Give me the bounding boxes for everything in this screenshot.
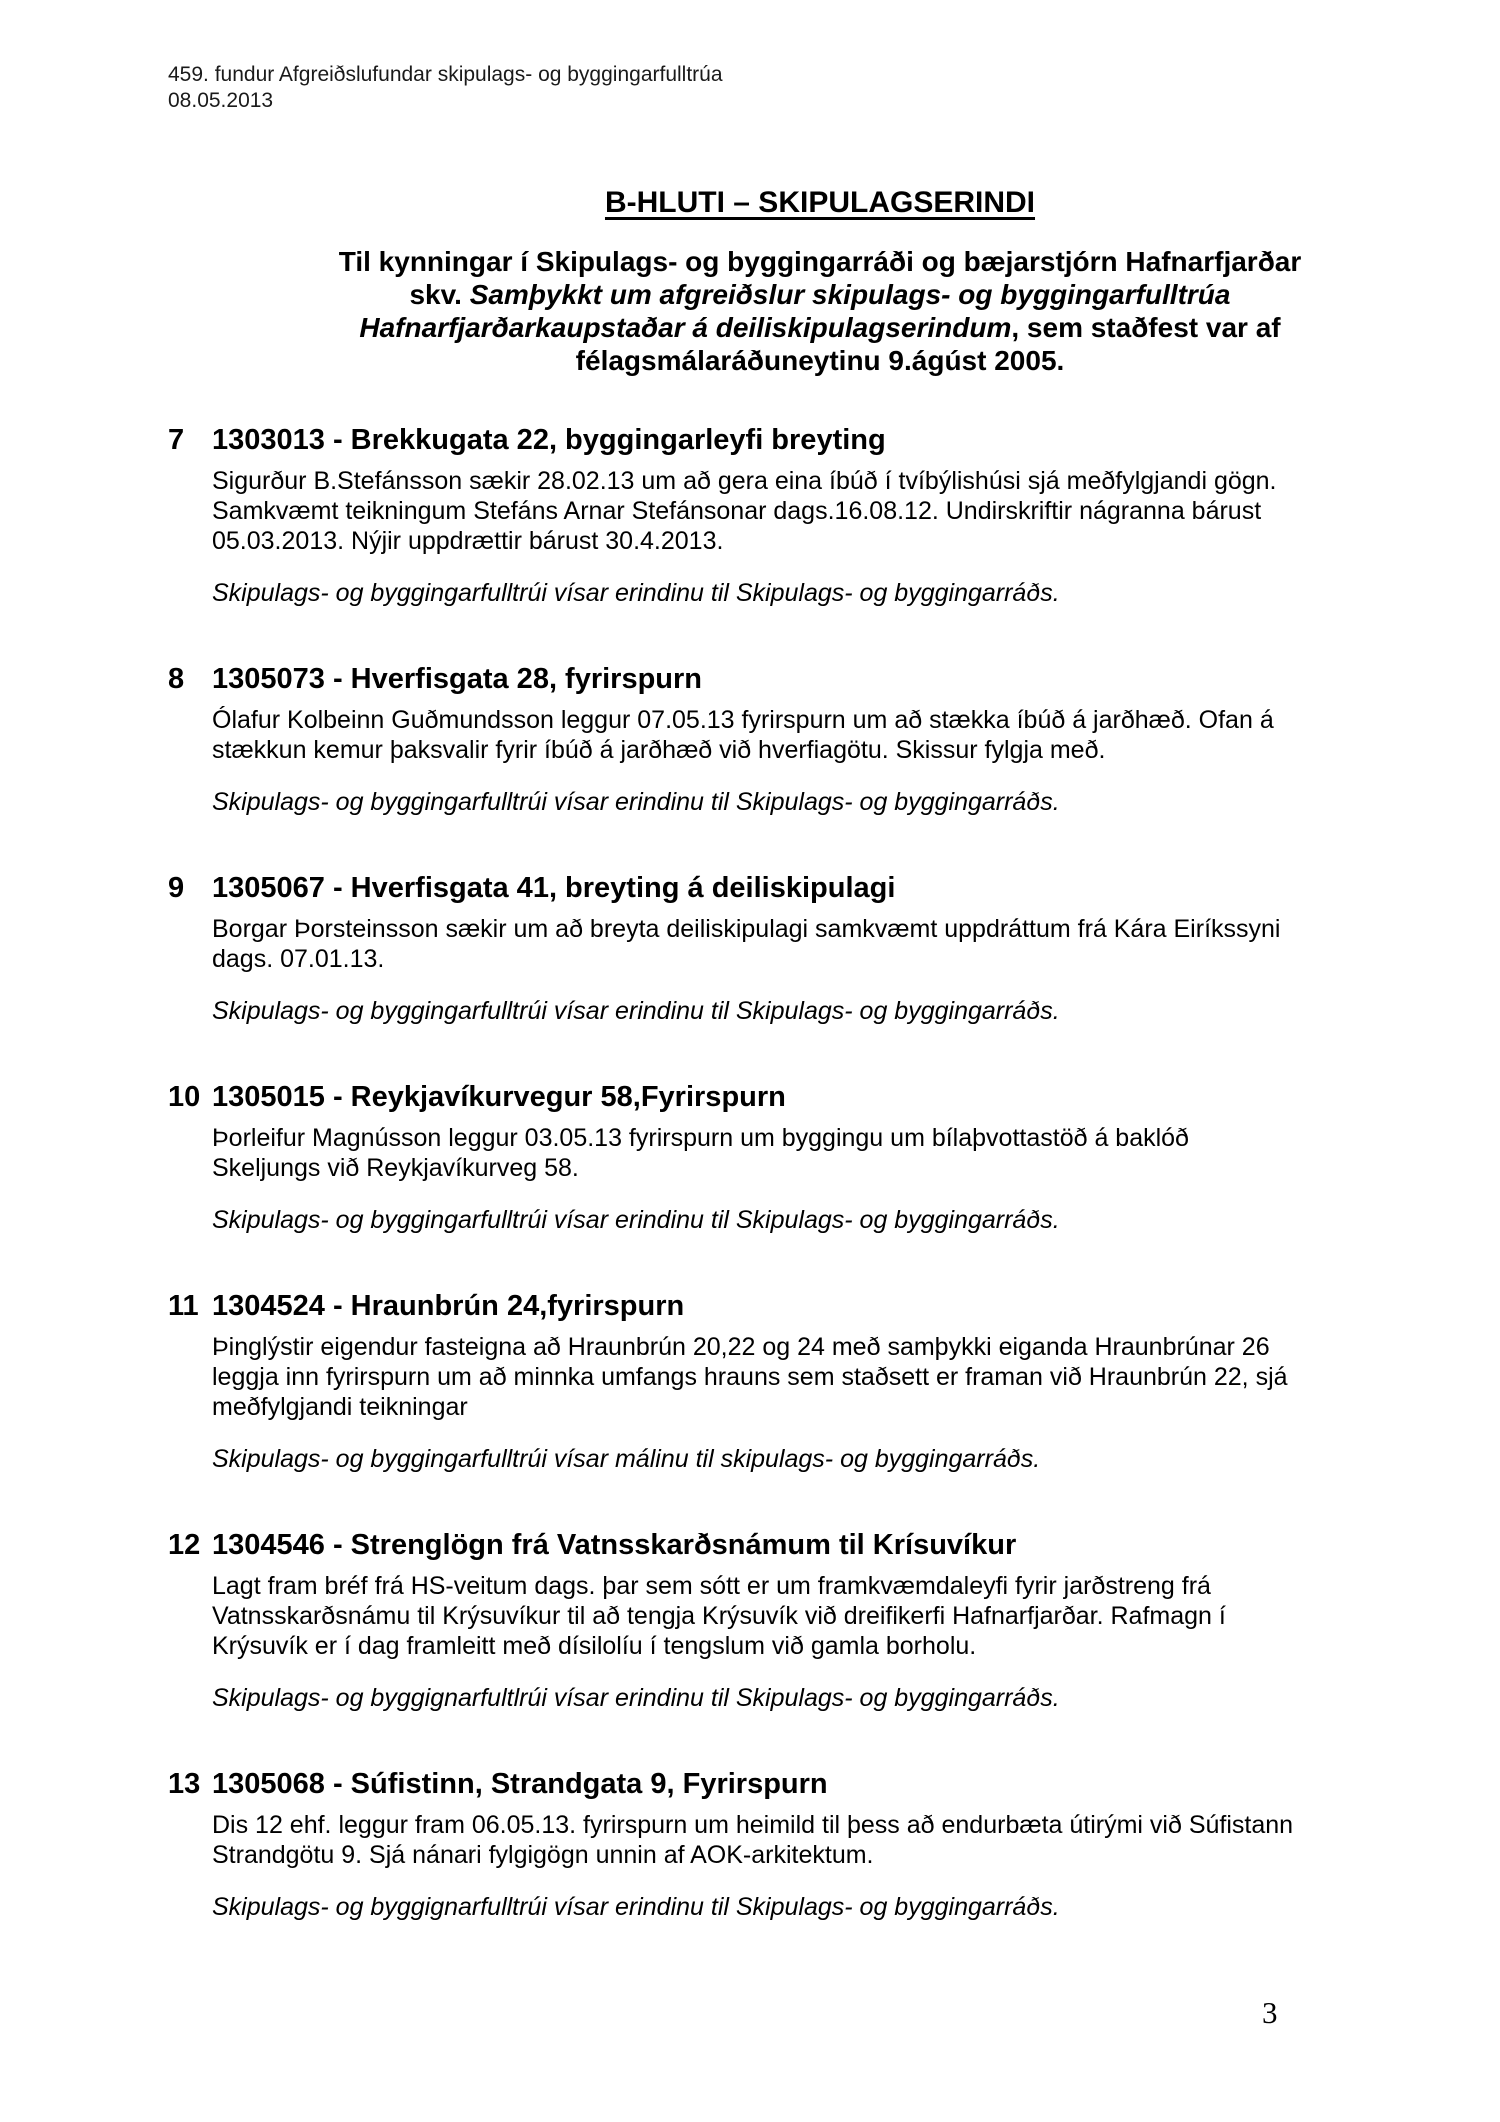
agenda-item-title: 1305067 - Hverfisgata 41, breyting á deiliskipulagi — [212, 872, 896, 904]
agenda-item-title: 1304546 - Strenglögn frá Vatnsskarðsnámum til Krísuvíkur — [212, 1529, 1017, 1561]
page-header — [168, 62, 723, 114]
agenda-item-number: 11 — [168, 1290, 199, 1322]
agenda-item — [168, 872, 1298, 1026]
agenda-item-title: 1305068 - Súfistinn, Strandgata 9, Fyrirspurn — [212, 1768, 828, 1800]
section-title-text: B-HLUTI – SKIPULAGSERINDI — [604, 186, 1036, 219]
intro-paragraph — [170, 245, 1470, 377]
agenda-item-body: Ólafur Kolbeinn Guðmundsson leggur 07.05.13 fyrirspurn um að stækka íbúð á jarðhæð. Ofan á stækkun kemur þaksvalir fyrir íbúð á jarðhæð við hverfiagötu. Skissur fylgja með. — [212, 706, 1274, 764]
agenda-item-number: 7 — [168, 424, 185, 456]
agenda-item-title: 1305073 - Hverfisgata 28, fyrirspurn — [212, 663, 703, 695]
agenda-item-resolution: Skipulags- og byggingarfulltrúi vísar málinu til skipulags- og byggingarráðs. — [212, 1445, 1041, 1473]
agenda-item-resolution: Skipulags- og byggingarfulltrúi vísar erindinu til Skipulags- og byggingarráðs. — [212, 997, 1060, 1025]
agenda-item-number: 9 — [168, 872, 185, 904]
items-list — [168, 424, 1298, 1977]
intro-line-3: Hafnarfjarðarkaupstaðar á deiliskipulagserindum, sem staðfest var af — [359, 312, 1281, 343]
agenda-item-resolution: Skipulags- og byggingarfulltrúi vísar erindinu til Skipulags- og byggingarráðs. — [212, 788, 1060, 816]
agenda-item-resolution: Skipulags- og byggignarfulltrúi vísar erindinu til Skipulags- og byggingarráðs. — [212, 1893, 1060, 1921]
agenda-item-content — [212, 663, 1294, 817]
agenda-item-number: 10 — [168, 1081, 201, 1113]
agenda-item-title: 1303013 - Brekkugata 22, byggingarleyfi breyting — [212, 424, 886, 456]
agenda-item — [168, 1290, 1298, 1474]
agenda-item-number: 8 — [168, 663, 185, 695]
agenda-item-resolution: Skipulags- og byggingarfulltrúi vísar erindinu til Skipulags- og byggingarráðs. — [212, 1206, 1060, 1234]
agenda-item — [168, 1529, 1298, 1713]
agenda-item — [168, 1081, 1298, 1235]
agenda-item-body: Þorleifur Magnússon leggur 03.05.13 fyrirspurn um byggingu um bílaþvottastöð á baklóð Skeljungs við Reykjavíkurveg 58. — [212, 1124, 1189, 1182]
page-number: 3 — [1262, 1995, 1278, 2030]
agenda-item-body: Lagt fram bréf frá HS-veitum dags. þar sem sótt er um framkvæmdaleyfi fyrir jarðstreng frá Vatnsskarðsnámu til Krýsuvíkur til að tengja Krýsuvík við dreifikerfi Hafnarfjarðar. Rafmagn í Krýsuvík er í dag framleitt með dísilolíu í tengslum við gamla borholu. — [212, 1572, 1226, 1660]
agenda-item-body: Borgar Þorsteinsson sækir um að breyta deiliskipulagi samkvæmt uppdráttum frá Kára Eiríkssyni dags. 07.01.13. — [212, 915, 1281, 973]
agenda-item-resolution: Skipulags- og byggignarfultlrúi vísar erindinu til Skipulags- og byggingarráðs. — [212, 1684, 1060, 1712]
agenda-item-number: 12 — [168, 1529, 201, 1561]
intro-line-4: félagsmálaráðuneytinu 9.ágúst 2005. — [575, 345, 1065, 376]
agenda-item-body: Dis 12 ehf. leggur fram 06.05.13. fyrirspurn um heimild til þess að endurbæta útirými við Súfistann Strandgötu 9. Sjá nánari fylgigögn unnin af AOK-arkitektum. — [212, 1811, 1294, 1869]
agenda-item-number: 13 — [168, 1768, 201, 1800]
agenda-item — [168, 424, 1298, 608]
agenda-item-title: 1304524 - Hraunbrún 24,fyrirspurn — [212, 1290, 685, 1322]
agenda-item-body: Þinglýstir eigendur fasteigna að Hraunbrún 20,22 og 24 með samþykki eiganda Hraunbrúnar 26 leggja inn fyrirspurn um að minnka umfangs hrauns sem staðsett er framan við Hraunbrún 22, sjá meðfylgjandi teikningar — [212, 1333, 1288, 1421]
agenda-item-content — [212, 1529, 1294, 1713]
meeting-header-line: 459. fundur Afgreiðslufundar skipulags- og byggingarfulltrúa — [168, 63, 723, 86]
agenda-item-content — [212, 1081, 1294, 1235]
agenda-item — [168, 663, 1298, 817]
agenda-item-title: 1305015 - Reykjavíkurvegur 58,Fyrirspurn — [212, 1081, 786, 1113]
agenda-item-content — [212, 1768, 1294, 1922]
agenda-item — [168, 1768, 1298, 1922]
agenda-item-content — [212, 1290, 1294, 1474]
intro-line-1: Til kynningar í Skipulags- og byggingarráði og bæjarstjórn Hafnarfjarðar — [338, 246, 1302, 277]
section-title — [170, 186, 1470, 220]
agenda-item-content — [212, 424, 1294, 608]
agenda-item-body: Sigurður B.Stefánsson sækir 28.02.13 um að gera eina íbúð í tvíbýlishúsi sjá meðfylgjandi gögn. Samkvæmt teikningum Stefáns Arnar Stefánsonar dags.16.08.12. Undirskriftir nágranna bárust 05.03.2013. Nýjir uppdrættir bárust 30.4.2013. — [212, 467, 1277, 555]
agenda-item-content — [212, 872, 1294, 1026]
agenda-item-resolution: Skipulags- og byggingarfulltrúi vísar erindinu til Skipulags- og byggingarráðs. — [212, 579, 1060, 607]
meeting-date: 08.05.2013 — [168, 89, 274, 112]
intro-line-2: skv. Samþykkt um afgreiðslur skipulags- og byggingarfulltrúa — [409, 279, 1231, 310]
